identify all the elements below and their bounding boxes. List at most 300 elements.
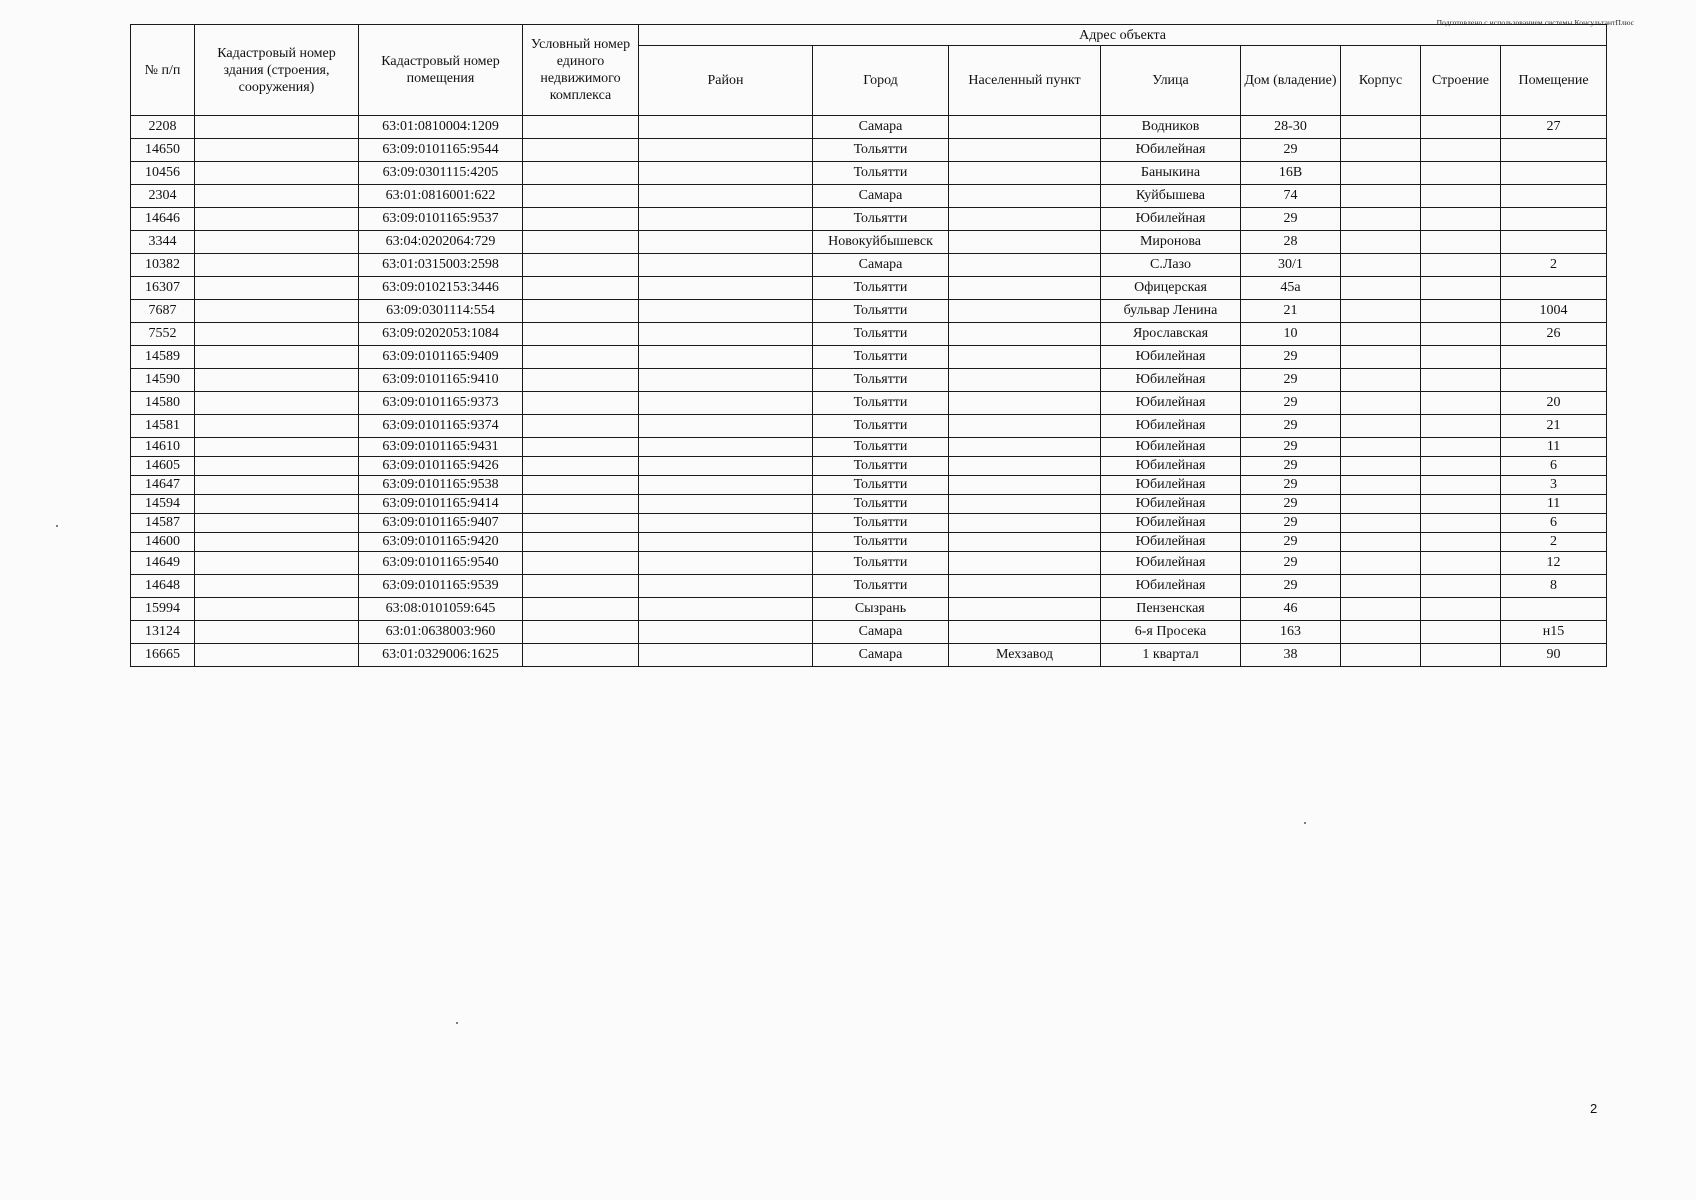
cell-street: С.Лазо	[1101, 254, 1241, 277]
cell-korpus	[1341, 415, 1421, 438]
cell-building	[195, 277, 359, 300]
cell-settlement	[949, 575, 1101, 598]
cell-korpus	[1341, 369, 1421, 392]
cell-no: 2304	[131, 185, 195, 208]
cell-premises: 63:09:0202053:1084	[359, 323, 523, 346]
cell-city: Новокуйбышевск	[813, 231, 949, 254]
cell-settlement	[949, 369, 1101, 392]
cell-room: 12	[1501, 552, 1607, 575]
cell-premises: 63:09:0102153:3446	[359, 277, 523, 300]
cell-complex	[523, 116, 639, 139]
cell-no: 14610	[131, 438, 195, 457]
cell-city: Самара	[813, 185, 949, 208]
cell-no: 14589	[131, 346, 195, 369]
cell-settlement	[949, 300, 1101, 323]
col-header-district: Район	[639, 46, 813, 116]
table-row	[131, 552, 1607, 575]
col-header-complex: Условный номер единого недвижимого комплекса	[523, 25, 639, 116]
cell-complex	[523, 438, 639, 457]
cell-district	[639, 457, 813, 476]
cell-room: 8	[1501, 575, 1607, 598]
cell-street: 1 квартал	[1101, 644, 1241, 667]
cell-stroenie	[1421, 533, 1501, 552]
table-row	[131, 533, 1607, 552]
cell-complex	[523, 300, 639, 323]
cell-settlement	[949, 392, 1101, 415]
cell-settlement	[949, 254, 1101, 277]
cell-premises: 63:09:0101165:9407	[359, 514, 523, 533]
cell-korpus	[1341, 514, 1421, 533]
cell-settlement	[949, 598, 1101, 621]
cell-premises: 63:09:0101165:9414	[359, 495, 523, 514]
cell-stroenie	[1421, 457, 1501, 476]
cell-korpus	[1341, 116, 1421, 139]
cell-building	[195, 644, 359, 667]
col-header-korpus: Корпус	[1341, 46, 1421, 116]
cell-building	[195, 514, 359, 533]
cell-street: Юбилейная	[1101, 415, 1241, 438]
cell-stroenie	[1421, 514, 1501, 533]
table-row	[131, 162, 1607, 185]
cell-room: 26	[1501, 323, 1607, 346]
cell-house: 29	[1241, 369, 1341, 392]
cell-district	[639, 476, 813, 495]
cell-room: 1004	[1501, 300, 1607, 323]
cell-building	[195, 533, 359, 552]
cell-stroenie	[1421, 254, 1501, 277]
cell-district	[639, 369, 813, 392]
cell-settlement	[949, 277, 1101, 300]
cell-district	[639, 185, 813, 208]
table-row	[131, 457, 1607, 476]
cell-house: 29	[1241, 438, 1341, 457]
cell-street: Водников	[1101, 116, 1241, 139]
cell-premises: 63:09:0101165:9409	[359, 346, 523, 369]
cell-korpus	[1341, 457, 1421, 476]
cell-korpus	[1341, 495, 1421, 514]
cell-street: Юбилейная	[1101, 208, 1241, 231]
cell-room	[1501, 162, 1607, 185]
cell-room	[1501, 185, 1607, 208]
cell-district	[639, 346, 813, 369]
cell-district	[639, 162, 813, 185]
cell-street: Юбилейная	[1101, 533, 1241, 552]
col-header-street: Улица	[1101, 46, 1241, 116]
cell-house: 21	[1241, 300, 1341, 323]
cell-district	[639, 254, 813, 277]
cell-street: Юбилейная	[1101, 495, 1241, 514]
cell-premises: 63:09:0301114:554	[359, 300, 523, 323]
table-row	[131, 208, 1607, 231]
cell-building	[195, 254, 359, 277]
cell-no: 7552	[131, 323, 195, 346]
cell-street: Юбилейная	[1101, 457, 1241, 476]
cell-street: Пензенская	[1101, 598, 1241, 621]
cell-district	[639, 231, 813, 254]
cell-no: 14650	[131, 139, 195, 162]
table-row	[131, 621, 1607, 644]
cell-city: Тольятти	[813, 277, 949, 300]
cell-settlement	[949, 621, 1101, 644]
cell-building	[195, 300, 359, 323]
cell-korpus	[1341, 277, 1421, 300]
cell-premises: 63:09:0101165:9373	[359, 392, 523, 415]
cell-city: Тольятти	[813, 533, 949, 552]
cell-premises: 63:09:0101165:9431	[359, 438, 523, 457]
cell-settlement	[949, 323, 1101, 346]
cell-premises: 63:09:0101165:9537	[359, 208, 523, 231]
cell-building	[195, 392, 359, 415]
col-header-address-group: Адрес объекта	[639, 25, 1607, 46]
cell-no: 16665	[131, 644, 195, 667]
cell-room	[1501, 139, 1607, 162]
table-row	[131, 139, 1607, 162]
col-header-settlement: Населенный пункт	[949, 46, 1101, 116]
col-header-house: Дом (владение)	[1241, 46, 1341, 116]
cell-house: 29	[1241, 514, 1341, 533]
cell-complex	[523, 533, 639, 552]
cell-street: Юбилейная	[1101, 369, 1241, 392]
cell-complex	[523, 644, 639, 667]
cell-room: н15	[1501, 621, 1607, 644]
cell-room: 6	[1501, 514, 1607, 533]
cell-settlement	[949, 514, 1101, 533]
cell-stroenie	[1421, 323, 1501, 346]
cell-room: 3	[1501, 476, 1607, 495]
table-row	[131, 231, 1607, 254]
cell-street: Куйбышева	[1101, 185, 1241, 208]
cell-no: 16307	[131, 277, 195, 300]
scan-speck	[1304, 822, 1306, 824]
cell-room	[1501, 231, 1607, 254]
cell-premises: 63:09:0101165:9426	[359, 457, 523, 476]
cell-premises: 63:09:0301115:4205	[359, 162, 523, 185]
cell-stroenie	[1421, 476, 1501, 495]
cell-settlement	[949, 185, 1101, 208]
cell-no: 15994	[131, 598, 195, 621]
cell-no: 13124	[131, 621, 195, 644]
cell-district	[639, 392, 813, 415]
col-header-city: Город	[813, 46, 949, 116]
cell-stroenie	[1421, 346, 1501, 369]
cell-no: 14590	[131, 369, 195, 392]
cell-city: Сызрань	[813, 598, 949, 621]
cell-korpus	[1341, 323, 1421, 346]
cell-house: 46	[1241, 598, 1341, 621]
cell-complex	[523, 208, 639, 231]
cell-premises: 63:09:0101165:9374	[359, 415, 523, 438]
cell-settlement	[949, 438, 1101, 457]
registry-table	[130, 24, 1607, 667]
cell-street: Офицерская	[1101, 277, 1241, 300]
cell-complex	[523, 552, 639, 575]
cell-stroenie	[1421, 231, 1501, 254]
page-number: 2	[1590, 1101, 1598, 1116]
cell-no: 2208	[131, 116, 195, 139]
cell-street: Ярославская	[1101, 323, 1241, 346]
cell-room: 6	[1501, 457, 1607, 476]
cell-street: Юбилейная	[1101, 575, 1241, 598]
col-header-premises: Кадастровый номер помещения	[359, 25, 523, 116]
cell-settlement	[949, 415, 1101, 438]
cell-city: Тольятти	[813, 208, 949, 231]
table-row	[131, 598, 1607, 621]
cell-no: 14587	[131, 514, 195, 533]
cell-stroenie	[1421, 552, 1501, 575]
cell-district	[639, 533, 813, 552]
cell-building	[195, 231, 359, 254]
cell-house: 16В	[1241, 162, 1341, 185]
cell-stroenie	[1421, 162, 1501, 185]
cell-korpus	[1341, 476, 1421, 495]
cell-stroenie	[1421, 392, 1501, 415]
table-row	[131, 495, 1607, 514]
cell-settlement	[949, 162, 1101, 185]
cell-korpus	[1341, 533, 1421, 552]
cell-settlement	[949, 116, 1101, 139]
cell-premises: 63:01:0638003:960	[359, 621, 523, 644]
cell-city: Самара	[813, 621, 949, 644]
cell-no: 14581	[131, 415, 195, 438]
cell-house: 29	[1241, 457, 1341, 476]
cell-premises: 63:09:0101165:9420	[359, 533, 523, 552]
cell-city: Тольятти	[813, 476, 949, 495]
cell-korpus	[1341, 644, 1421, 667]
cell-street: Юбилейная	[1101, 476, 1241, 495]
cell-room	[1501, 369, 1607, 392]
cell-complex	[523, 323, 639, 346]
cell-room	[1501, 346, 1607, 369]
cell-settlement	[949, 533, 1101, 552]
cell-complex	[523, 277, 639, 300]
table-row	[131, 644, 1607, 667]
table-body	[131, 116, 1607, 667]
cell-house: 29	[1241, 533, 1341, 552]
cell-building	[195, 598, 359, 621]
cell-city: Самара	[813, 644, 949, 667]
cell-stroenie	[1421, 139, 1501, 162]
cell-city: Тольятти	[813, 162, 949, 185]
cell-house: 29	[1241, 476, 1341, 495]
cell-premises: 63:01:0810004:1209	[359, 116, 523, 139]
cell-korpus	[1341, 392, 1421, 415]
cell-district	[639, 495, 813, 514]
table-row	[131, 438, 1607, 457]
cell-korpus	[1341, 598, 1421, 621]
cell-complex	[523, 514, 639, 533]
cell-premises: 63:01:0816001:622	[359, 185, 523, 208]
cell-street: Миронова	[1101, 231, 1241, 254]
cell-building	[195, 552, 359, 575]
cell-house: 45а	[1241, 277, 1341, 300]
cell-korpus	[1341, 139, 1421, 162]
table-row	[131, 116, 1607, 139]
cell-house: 29	[1241, 552, 1341, 575]
cell-district	[639, 300, 813, 323]
cell-settlement	[949, 495, 1101, 514]
cell-stroenie	[1421, 116, 1501, 139]
cell-room: 20	[1501, 392, 1607, 415]
cell-building	[195, 495, 359, 514]
cell-district	[639, 277, 813, 300]
cell-korpus	[1341, 231, 1421, 254]
cell-street: Баныкина	[1101, 162, 1241, 185]
cell-stroenie	[1421, 644, 1501, 667]
cell-premises: 63:01:0315003:2598	[359, 254, 523, 277]
cell-korpus	[1341, 438, 1421, 457]
cell-settlement	[949, 457, 1101, 476]
header-note: Подготовлено с использованием системы КонсультантПлюс	[1436, 18, 1634, 27]
cell-district	[639, 514, 813, 533]
cell-district	[639, 415, 813, 438]
cell-city: Тольятти	[813, 392, 949, 415]
cell-settlement: Мехзавод	[949, 644, 1101, 667]
table-row	[131, 323, 1607, 346]
cell-complex	[523, 392, 639, 415]
cell-no: 3344	[131, 231, 195, 254]
cell-premises: 63:09:0101165:9539	[359, 575, 523, 598]
cell-korpus	[1341, 552, 1421, 575]
cell-house: 29	[1241, 346, 1341, 369]
cell-city: Тольятти	[813, 457, 949, 476]
cell-premises: 63:09:0101165:9544	[359, 139, 523, 162]
cell-complex	[523, 254, 639, 277]
table-row	[131, 277, 1607, 300]
table-header	[131, 25, 1607, 116]
cell-street: Юбилейная	[1101, 392, 1241, 415]
cell-district	[639, 644, 813, 667]
cell-stroenie	[1421, 598, 1501, 621]
cell-building	[195, 208, 359, 231]
cell-complex	[523, 457, 639, 476]
cell-no: 14580	[131, 392, 195, 415]
cell-district	[639, 116, 813, 139]
cell-complex	[523, 162, 639, 185]
cell-korpus	[1341, 208, 1421, 231]
cell-district	[639, 208, 813, 231]
cell-room: 27	[1501, 116, 1607, 139]
cell-building	[195, 575, 359, 598]
cell-room: 90	[1501, 644, 1607, 667]
cell-street: Юбилейная	[1101, 552, 1241, 575]
cell-korpus	[1341, 621, 1421, 644]
cell-building	[195, 438, 359, 457]
cell-room: 11	[1501, 495, 1607, 514]
cell-stroenie	[1421, 185, 1501, 208]
cell-street: Юбилейная	[1101, 514, 1241, 533]
cell-stroenie	[1421, 575, 1501, 598]
cell-complex	[523, 495, 639, 514]
cell-complex	[523, 415, 639, 438]
scan-speck	[56, 525, 58, 527]
cell-building	[195, 185, 359, 208]
cell-city: Тольятти	[813, 139, 949, 162]
cell-house: 29	[1241, 392, 1341, 415]
cell-premises: 63:09:0101165:9410	[359, 369, 523, 392]
cell-korpus	[1341, 254, 1421, 277]
cell-stroenie	[1421, 415, 1501, 438]
cell-stroenie	[1421, 277, 1501, 300]
cell-stroenie	[1421, 300, 1501, 323]
cell-korpus	[1341, 162, 1421, 185]
cell-city: Тольятти	[813, 438, 949, 457]
cell-house: 29	[1241, 208, 1341, 231]
cell-no: 14647	[131, 476, 195, 495]
cell-district	[639, 552, 813, 575]
cell-house: 10	[1241, 323, 1341, 346]
cell-building	[195, 162, 359, 185]
cell-no: 14649	[131, 552, 195, 575]
cell-district	[639, 139, 813, 162]
cell-room: 2	[1501, 254, 1607, 277]
cell-district	[639, 438, 813, 457]
table-row	[131, 392, 1607, 415]
cell-no: 14605	[131, 457, 195, 476]
cell-no: 10382	[131, 254, 195, 277]
cell-house: 38	[1241, 644, 1341, 667]
cell-room	[1501, 598, 1607, 621]
cell-stroenie	[1421, 208, 1501, 231]
cell-city: Тольятти	[813, 552, 949, 575]
cell-room: 2	[1501, 533, 1607, 552]
cell-korpus	[1341, 575, 1421, 598]
cell-district	[639, 575, 813, 598]
cell-district	[639, 598, 813, 621]
cell-room: 21	[1501, 415, 1607, 438]
table-row	[131, 369, 1607, 392]
cell-stroenie	[1421, 369, 1501, 392]
cell-street: 6-я Просека	[1101, 621, 1241, 644]
table-row	[131, 476, 1607, 495]
cell-building	[195, 476, 359, 495]
cell-city: Тольятти	[813, 346, 949, 369]
table-row	[131, 415, 1607, 438]
cell-korpus	[1341, 346, 1421, 369]
cell-settlement	[949, 231, 1101, 254]
cell-building	[195, 116, 359, 139]
cell-building	[195, 415, 359, 438]
cell-complex	[523, 575, 639, 598]
table-row	[131, 575, 1607, 598]
cell-building	[195, 346, 359, 369]
cell-settlement	[949, 139, 1101, 162]
cell-street: Юбилейная	[1101, 139, 1241, 162]
cell-complex	[523, 598, 639, 621]
cell-premises: 63:09:0101165:9538	[359, 476, 523, 495]
cell-premises: 63:01:0329006:1625	[359, 644, 523, 667]
cell-city: Тольятти	[813, 495, 949, 514]
cell-district	[639, 323, 813, 346]
table-row	[131, 300, 1607, 323]
cell-house: 163	[1241, 621, 1341, 644]
cell-complex	[523, 346, 639, 369]
cell-complex	[523, 621, 639, 644]
col-header-building: Кадастровый номер здания (строения, сооружения)	[195, 25, 359, 116]
cell-building	[195, 457, 359, 476]
cell-no: 10456	[131, 162, 195, 185]
cell-korpus	[1341, 185, 1421, 208]
col-header-room: Помещение	[1501, 46, 1607, 116]
cell-premises: 63:04:0202064:729	[359, 231, 523, 254]
cell-house: 29	[1241, 139, 1341, 162]
cell-no: 14648	[131, 575, 195, 598]
col-header-no: № п/п	[131, 25, 195, 116]
cell-building	[195, 621, 359, 644]
cell-complex	[523, 231, 639, 254]
table-row	[131, 185, 1607, 208]
cell-house: 29	[1241, 495, 1341, 514]
cell-city: Тольятти	[813, 369, 949, 392]
